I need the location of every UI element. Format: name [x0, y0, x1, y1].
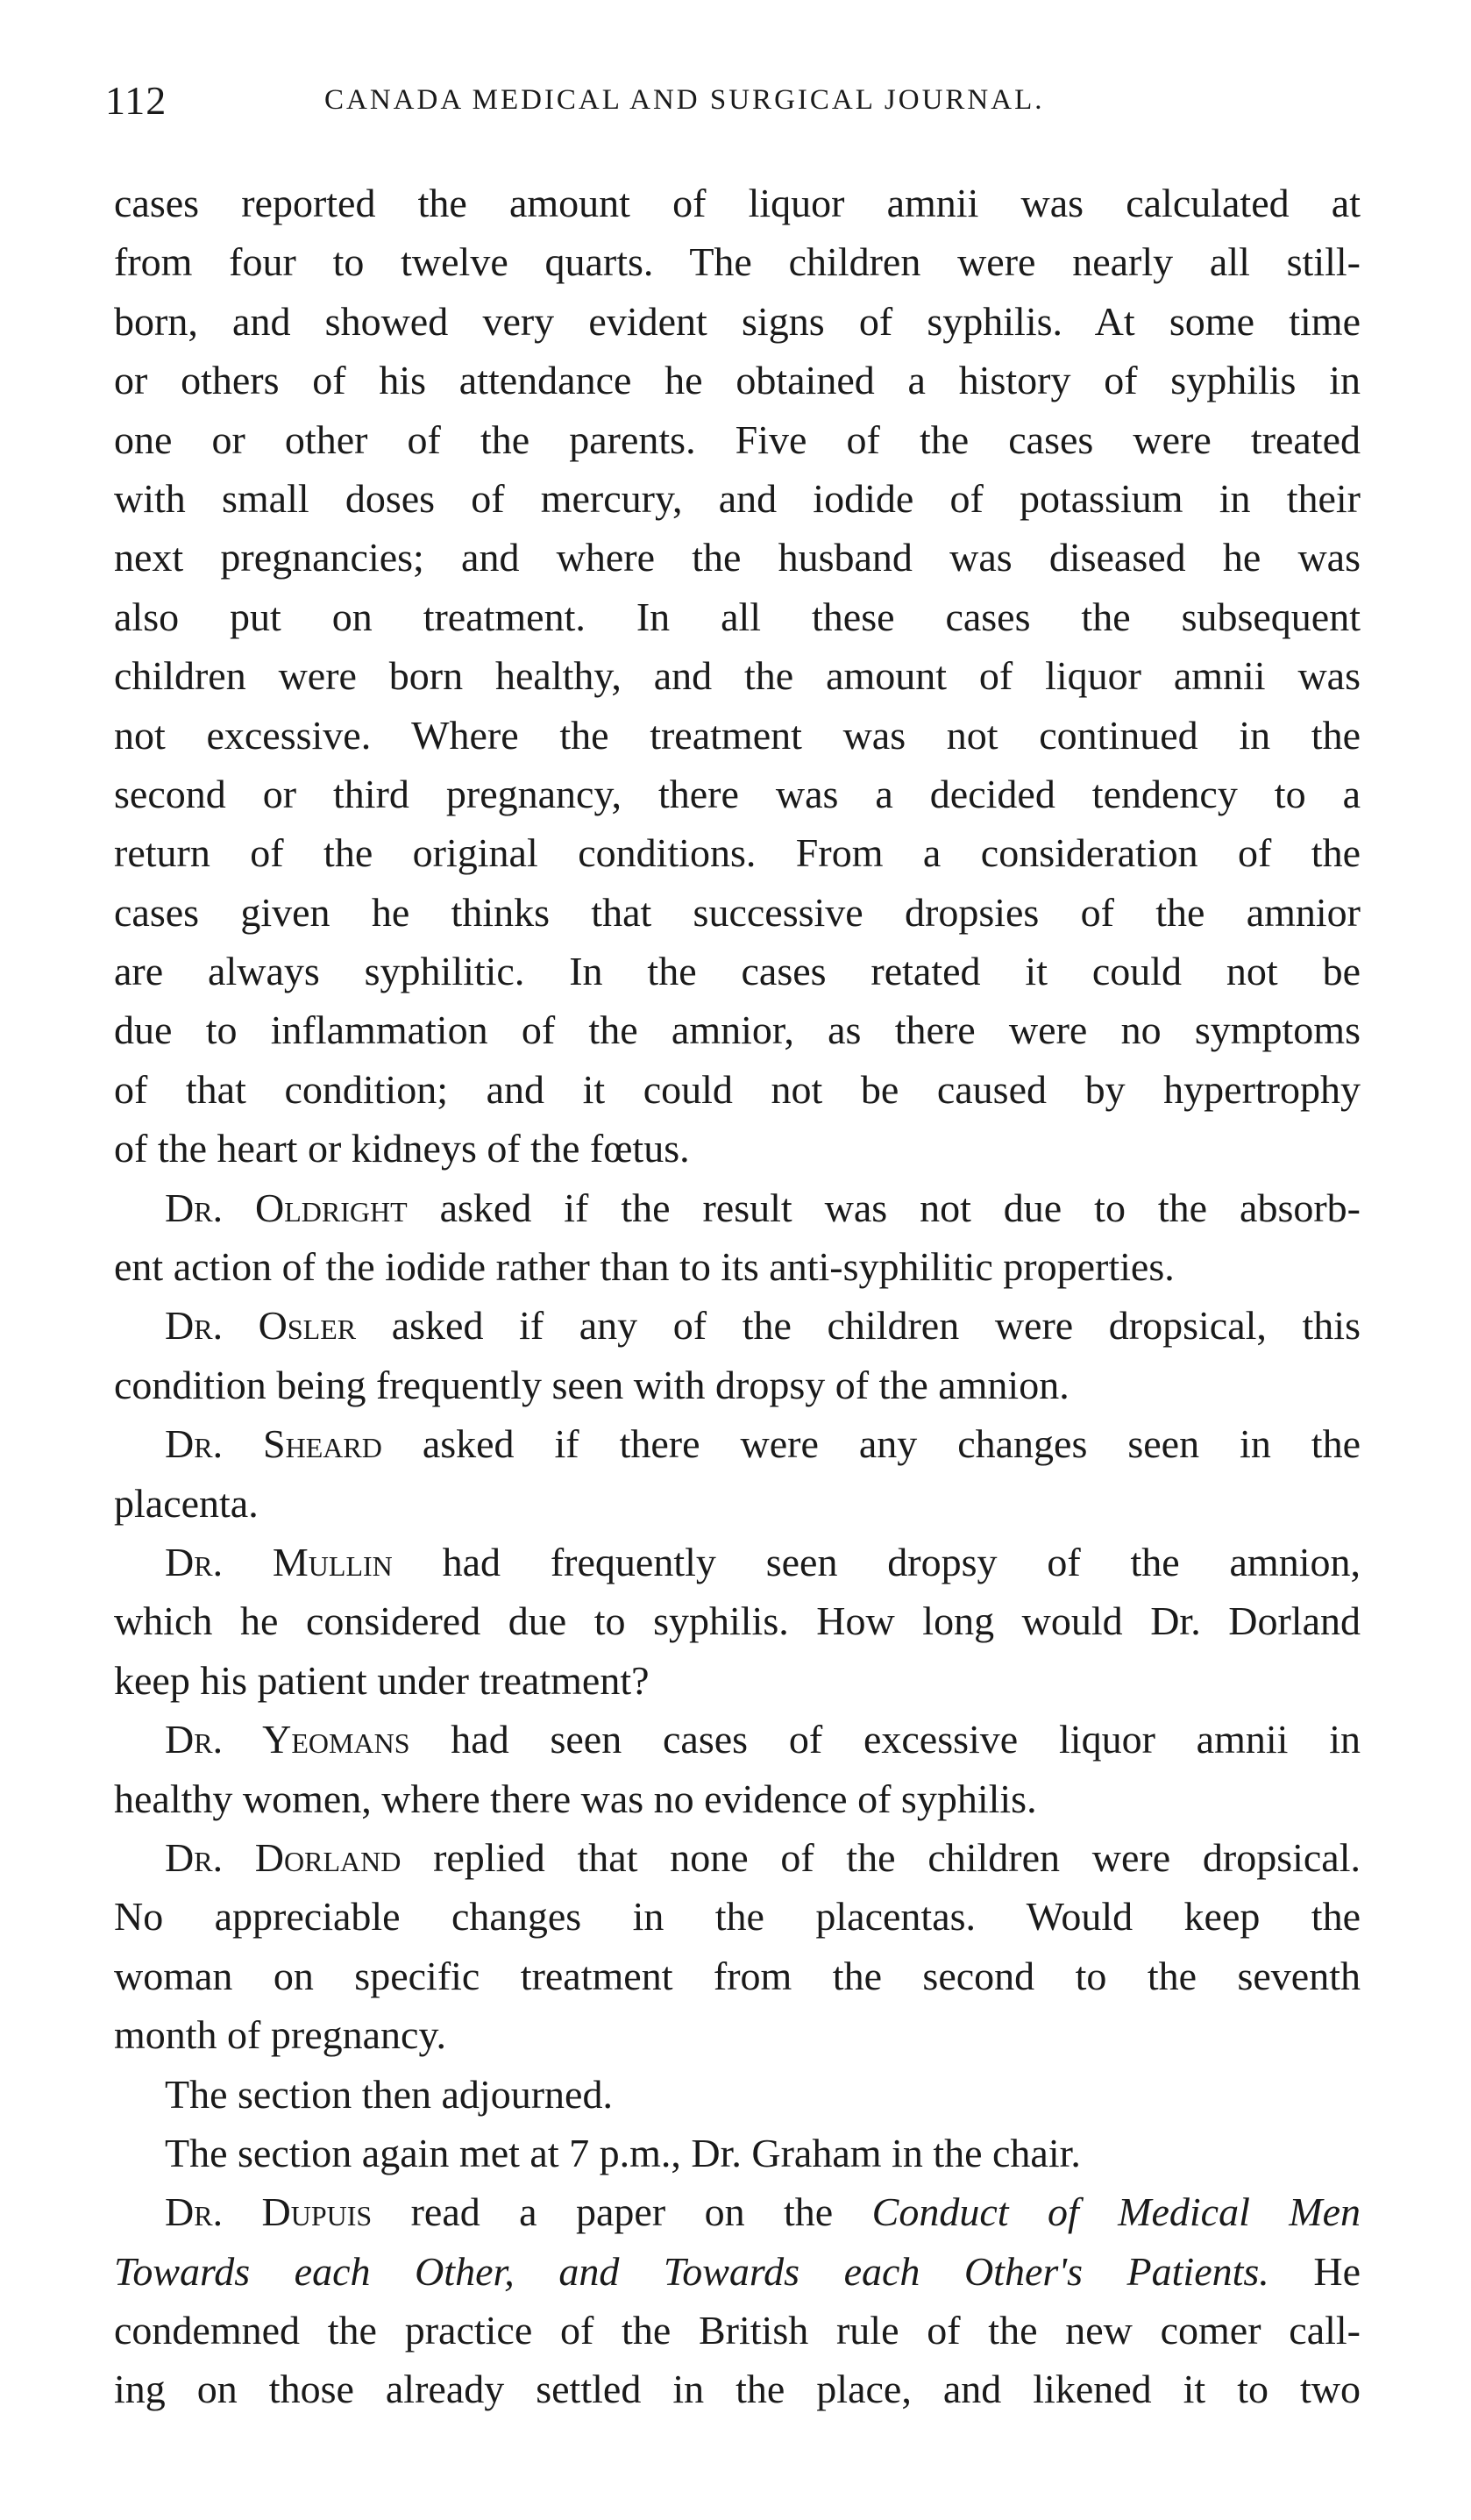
- speaker-name: Dr. Oldright: [165, 1185, 408, 1230]
- speaker-name: Dr. Sheard: [165, 1421, 382, 1467]
- running-head: [105, 77, 1368, 130]
- text-line: next pregnancies; and where the husband was diseased he was: [114, 535, 1361, 580]
- text-fragment: replied that none of the children were dropsical.: [401, 1834, 1361, 1880]
- text-line: The section again met at 7 p.m., Dr. Graham in the chair.: [165, 2130, 1081, 2175]
- text-line: or others of his attendance he obtained a history of syphilis in: [114, 358, 1361, 403]
- text-line: with small doses of mercury, and iodide of potassium in their: [114, 475, 1361, 521]
- paragraph-dupuis: [114, 2182, 1361, 2419]
- text-line: of the heart or kidneys of the fœtus.: [114, 1126, 690, 1171]
- text-line: cases reported the amount of liquor amnii was calculated at: [114, 181, 1361, 225]
- speaker-name: Dr. Dorland: [165, 1834, 402, 1880]
- text-line: due to inflammation of the amnior, as there were no symptoms: [114, 1007, 1361, 1053]
- speaker-name: Dr. Dupuis: [165, 2189, 373, 2235]
- paragraph-sheard: [114, 1414, 1361, 1533]
- text-fragment: read a paper on the: [372, 2189, 872, 2235]
- journal-title: CANADA MEDICAL AND SURGICAL JOURNAL.: [324, 84, 1045, 116]
- text-line: [114, 1710, 1361, 1769]
- text-line: which he considered due to syphilis. How long would Dr. Dorland: [114, 1598, 1361, 1644]
- speaker-name: Dr. Osler: [165, 1303, 357, 1349]
- text-line: ent action of the iodide rather than to its anti-syphilitic properties.: [114, 1244, 1175, 1290]
- text-line: [114, 1533, 1361, 1591]
- text-line: children were born healthy, and the amount of liquor amnii was: [114, 653, 1361, 699]
- speaker-name: Dr. Yeomans: [165, 1717, 410, 1762]
- text-line: [114, 1296, 1361, 1355]
- text-fragment: had frequently seen dropsy of the amnion,: [392, 1539, 1361, 1584]
- text-line: ing on those already settled in the place, and likened it to two: [114, 2367, 1361, 2412]
- text-line: condemned the practice of the British rule of the new comer call-: [114, 2308, 1361, 2353]
- text-line: [114, 2242, 1361, 2301]
- text-fragment: asked if the result was not due to the absorb-: [407, 1185, 1361, 1230]
- text-line: cases given he thinks that successive dropsies of the amnior: [114, 889, 1361, 935]
- text-line: condition being frequently seen with dropsy of the amnion.: [114, 1362, 1069, 1407]
- paragraph-osler: [114, 1296, 1361, 1414]
- text-line: placenta.: [114, 1480, 259, 1526]
- text-line: second or third pregnancy, there was a decided tendency to a: [114, 771, 1361, 816]
- text-line: are always syphilitic. In the cases retated it could not be: [114, 949, 1361, 994]
- text-line: return of the original conditions. From a consideration of the: [114, 830, 1361, 876]
- paper-title: Towards each Other, and Towards each Other's Patients.: [114, 2248, 1269, 2294]
- speaker-name: Dr. Mullin: [165, 1539, 393, 1584]
- text-line: healthy women, where there was no evidence of syphilis.: [114, 1776, 1037, 1821]
- body-text: [114, 174, 1361, 2419]
- text-line: woman on specific treatment from the second to the seventh: [114, 1953, 1361, 1998]
- text-line: from four to twelve quarts. The children were nearly all still-: [114, 239, 1361, 285]
- paragraph-oldright: [114, 1178, 1361, 1297]
- text-fragment: asked if there were any changes seen in the: [381, 1421, 1361, 1467]
- paragraph-section-met: [114, 2124, 1361, 2182]
- paragraph-dorland: [114, 1828, 1361, 2065]
- text-line: [114, 1828, 1361, 1887]
- text-fragment: asked if any of the children were dropsical, this: [356, 1303, 1361, 1349]
- text-fragment: had seen cases of excessive liquor amnii in: [409, 1717, 1361, 1762]
- text-line: No appreciable changes in the placentas. Would keep the: [114, 1894, 1361, 1940]
- text-line: month of pregnancy.: [114, 2012, 446, 2058]
- text-line: not excessive. Where the treatment was not continued in the: [114, 712, 1361, 758]
- text-line: [114, 2182, 1361, 2241]
- paragraph-yeomans: [114, 1710, 1361, 1828]
- paper-title: Conduct of Medical Men: [871, 2189, 1361, 2235]
- text-fragment: He: [1268, 2248, 1361, 2294]
- text-line: of that condition; and it could not be caused by hypertrophy: [114, 1066, 1361, 1112]
- text-line: also put on treatment. In all these cases the subsequent: [114, 594, 1361, 639]
- text-line: The section then adjourned.: [165, 2071, 613, 2117]
- paragraph-adjourned: [114, 2065, 1361, 2124]
- paragraph-mullin: [114, 1533, 1361, 1710]
- text-line: [114, 1178, 1361, 1237]
- text-line: born, and showed very evident signs of syphilis. At some time: [114, 298, 1361, 344]
- text-line: one or other of the parents. Five of the cases were treated: [114, 416, 1361, 462]
- text-line: keep his patient under treatment?: [114, 1657, 650, 1703]
- paragraph-case-report: [114, 174, 1361, 1178]
- page-number: 112: [105, 78, 167, 123]
- text-line: [114, 1414, 1361, 1473]
